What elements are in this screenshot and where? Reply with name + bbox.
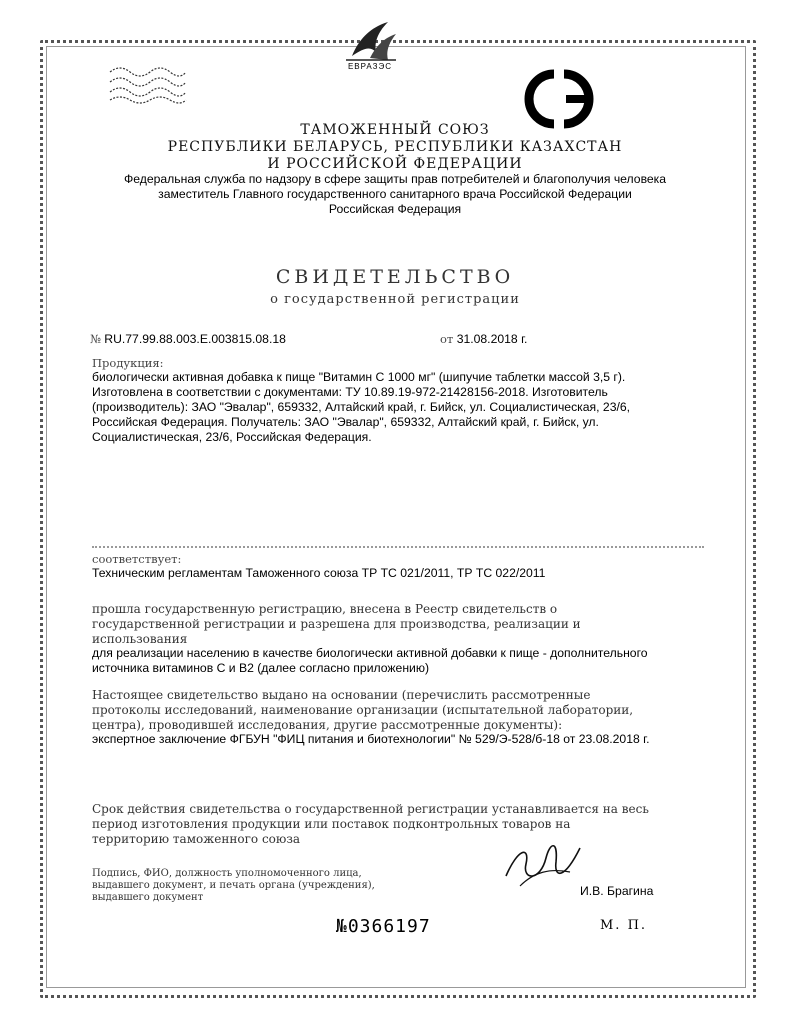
federal-line: Российская Федерация (328, 202, 462, 216)
date-prefix: от (440, 332, 454, 346)
signature-label-line: выдавшего документ (92, 892, 204, 903)
registration-label-line: прошла государственную регистрацию, внесена в Реестр свидетельств о (92, 602, 558, 616)
number-prefix: № (90, 332, 101, 346)
header-line: РЕСПУБЛИКИ БЕЛАРУСЬ, РЕСПУБЛИКИ КАЗАХСТАН (167, 139, 623, 155)
usage-line: для реализации населению в качестве биологически активной добавки к пище - дополнительного (92, 646, 648, 660)
product-line: (производитель): ЗАО "Эвалар", 659332, Алтайский край, г. Бийск, ул. Социалистическая, 23/6, (92, 400, 631, 414)
product-label: Продукция: (92, 356, 164, 370)
certificate-date: 31.08.2018 г. (456, 332, 528, 346)
certificate-number: RU.77.99.88.003.E.003815.08.18 (104, 332, 286, 346)
signature-label-line: выдавшего документ, и печать органа (учреждения), (92, 880, 375, 891)
federal-service-header (60, 172, 730, 217)
validity-line: территорию таможенного союза (92, 832, 301, 846)
usage-line: источника витаминов С и В2 (далее согласно приложению) (92, 661, 430, 675)
customs-union-header (60, 122, 730, 173)
validity-line: Срок действия свидетельства о государственной регистрации устанавливается на весь (92, 802, 649, 816)
signer-name: И.В. Брагина (580, 884, 654, 898)
registration-label-line: использования (92, 632, 188, 646)
signature-label-line: Подпись, ФИО, должность уполномоченного лица, (92, 868, 362, 879)
eurasec-label: ЕВРАЗЭС (347, 62, 393, 71)
basis-label-line: центра), проводившей исследования, другие рассмотренные документы): (92, 718, 563, 732)
usage-text (92, 646, 712, 676)
signature-label (92, 868, 422, 904)
header-line: И РОССИЙСКОЙ ФЕДЕРАЦИИ (267, 156, 523, 172)
certificate-date-line (440, 332, 527, 346)
handwritten-signature-icon (500, 828, 586, 894)
basis-label-line: протоколы исследований, наименование организации (испытательной лаборатории, (92, 703, 634, 717)
ornament-icon (106, 62, 188, 104)
compliance-text: Техническим регламентам Таможенного союза ТР ТС 021/2011, ТР ТС 022/2011 (92, 566, 546, 580)
compliance-label: соответствует: (92, 552, 182, 566)
validity-line: период изготовления продукции или поставок подконтрольных товаров на (92, 817, 571, 831)
serial-number: №0366197 (336, 916, 431, 937)
basis-label (92, 688, 656, 733)
registration-label-line: государственной регистрации и разрешена для производства, реализации и (92, 617, 581, 631)
stamp-place-label: М. П. (600, 918, 648, 933)
header-line: ТАМОЖЕННЫЙ СОЮЗ (300, 122, 490, 138)
expert-conclusion: экспертное заключение ФГБУН "ФИЦ питания и биотехнологии" № 529/Э-528/б-18 от 23.08.2018 г. (92, 732, 650, 746)
product-line: Изготовлена в соответствии с документами: ТУ 10.89.19-972-21428156-2018. Изготовитель (92, 385, 608, 399)
product-line: Российская Федерация. Получатель: ЗАО "Эвалар", 659332, Алтайский край, г. Бийск, ул. (92, 415, 599, 429)
product-line: Социалистическая, 23/6, Российская Федерация. (92, 430, 372, 444)
certificate-number-line (90, 332, 286, 346)
product-description (92, 370, 712, 445)
federal-line: Федеральная служба по надзору в сфере защиты прав потребителей и благополучия человека (123, 172, 667, 186)
certificate-title: СВИДЕТЕЛЬСТВО (275, 266, 515, 288)
federal-line: заместитель Главного государственного санитарного врача Российской Федерации (158, 187, 632, 201)
certificate-subtitle: о государственной регистрации (270, 292, 520, 307)
product-line: биологически активная добавка к пище "Витамин С 1000 мг" (шипучие таблетки массой 3,5 г). (92, 370, 626, 384)
registration-label (92, 602, 656, 647)
divider (92, 546, 704, 548)
basis-label-line: Настоящее свидетельство выдано на основании (перечислить рассмотренные (92, 688, 591, 702)
